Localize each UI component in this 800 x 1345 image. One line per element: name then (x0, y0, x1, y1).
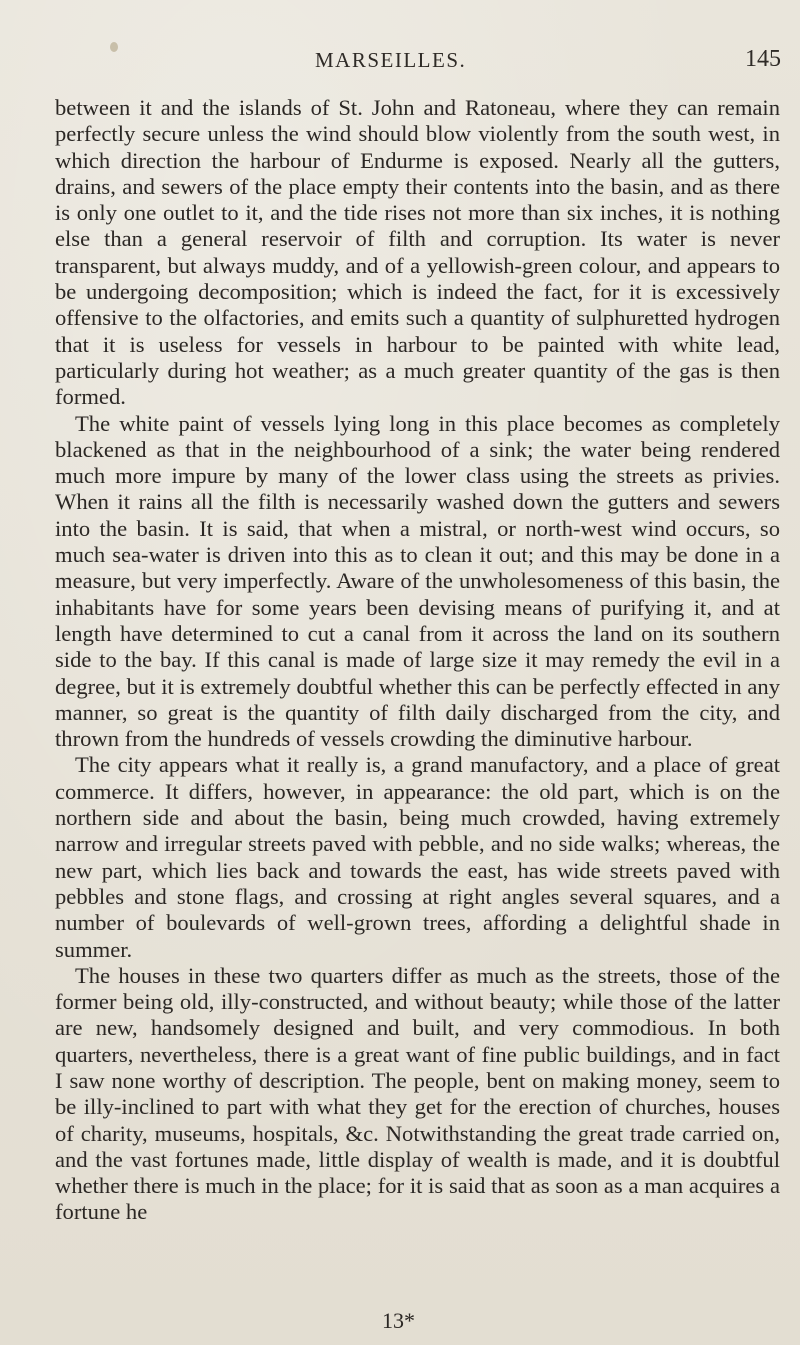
paragraph-1: between it and the islands of St. John and Ratoneau, where they can remain perfectly secure unless the wind should blow violently from the south west, in which direction the harbour of Endurme is exposed. Nearly all the gutters, drains, and sewers of the place empty their contents into the basin, and as there is only one outlet to it, and the tide rises not more than six inches, it is nothing else than a general reservoir of filth and corruption. Its water is never transparent, but always muddy, and of a yellowish-green colour, and appears to be undergoing decomposition; which is indeed the fact, for it is excessively offensive to the olfactories, and emits such a quantity of sulphuretted hydrogen that it is useless for vessels in harbour to be painted with white lead, particularly during hot weather; as a much greater quantity of the gas is then formed. (55, 95, 780, 410)
paragraph-3: The city appears what it really is, a grand manufactory, and a place of great commerce. It differs, however, in appearance: the old part, which is on the northern side and about the basin, being much crowded, having extremely narrow and irregular streets paved with pebble, and no side walks; whereas, the new part, which lies back and towards the east, has wide streets paved with pebbles and stone flags, and crossing at right angles several squares, and a number of boulevards of well-grown trees, affording a delightful shade in summer. (55, 752, 780, 962)
page-header (90, 48, 790, 78)
signature-mark: 13* (382, 1308, 415, 1333)
paragraph-2: The white paint of vessels lying long in this place becomes as completely blackened as that in the neighbourhood of a sink; the water being rendered much more impure by many of the lower class using the streets as privies. When it rains all the filth is necessarily washed down the gutters and sewers into the basin. It is said, that when a mistral, or north-west wind occurs, so much sea-water is driven into this as to clean it out; and this may be done in a measure, but very imperfectly. Aware of the unwholesomeness of this basin, the inhabitants have for some years been devising means of purifying it, and at length have determined to cut a canal from it across the land on its southern side to the bay. If this canal is made of large size it may remedy the evil in a degree, but it is extremely doubtful whether this can be perfectly effected in any manner, so great is the quantity of filth daily discharged from the city, and thrown from the hundreds of vessels crowding the diminutive harbour. (55, 410, 780, 752)
page-number: 145 (745, 46, 781, 72)
body-text (55, 95, 780, 1226)
running-title: MARSEILLES. (315, 48, 467, 72)
paragraph-4: The houses in these two quarters differ as much as the streets, those of the former being old, illy-constructed, and without beauty; while those of the latter are new, handsomely designed and built, and very commodious. In both quarters, nevertheless, there is a great want of fine public buildings, and in fact I saw none worthy of description. The people, bent on making money, seem to be illy-inclined to part with what they get for the erection of churches, houses of charity, museums, hospitals, &c. Notwithstanding the great trade carried on, and the vast fortunes made, little display of wealth is made, and it is doubtful whether there is much in the place; for it is said that as soon as a man acquires a fortune he (55, 962, 780, 1225)
